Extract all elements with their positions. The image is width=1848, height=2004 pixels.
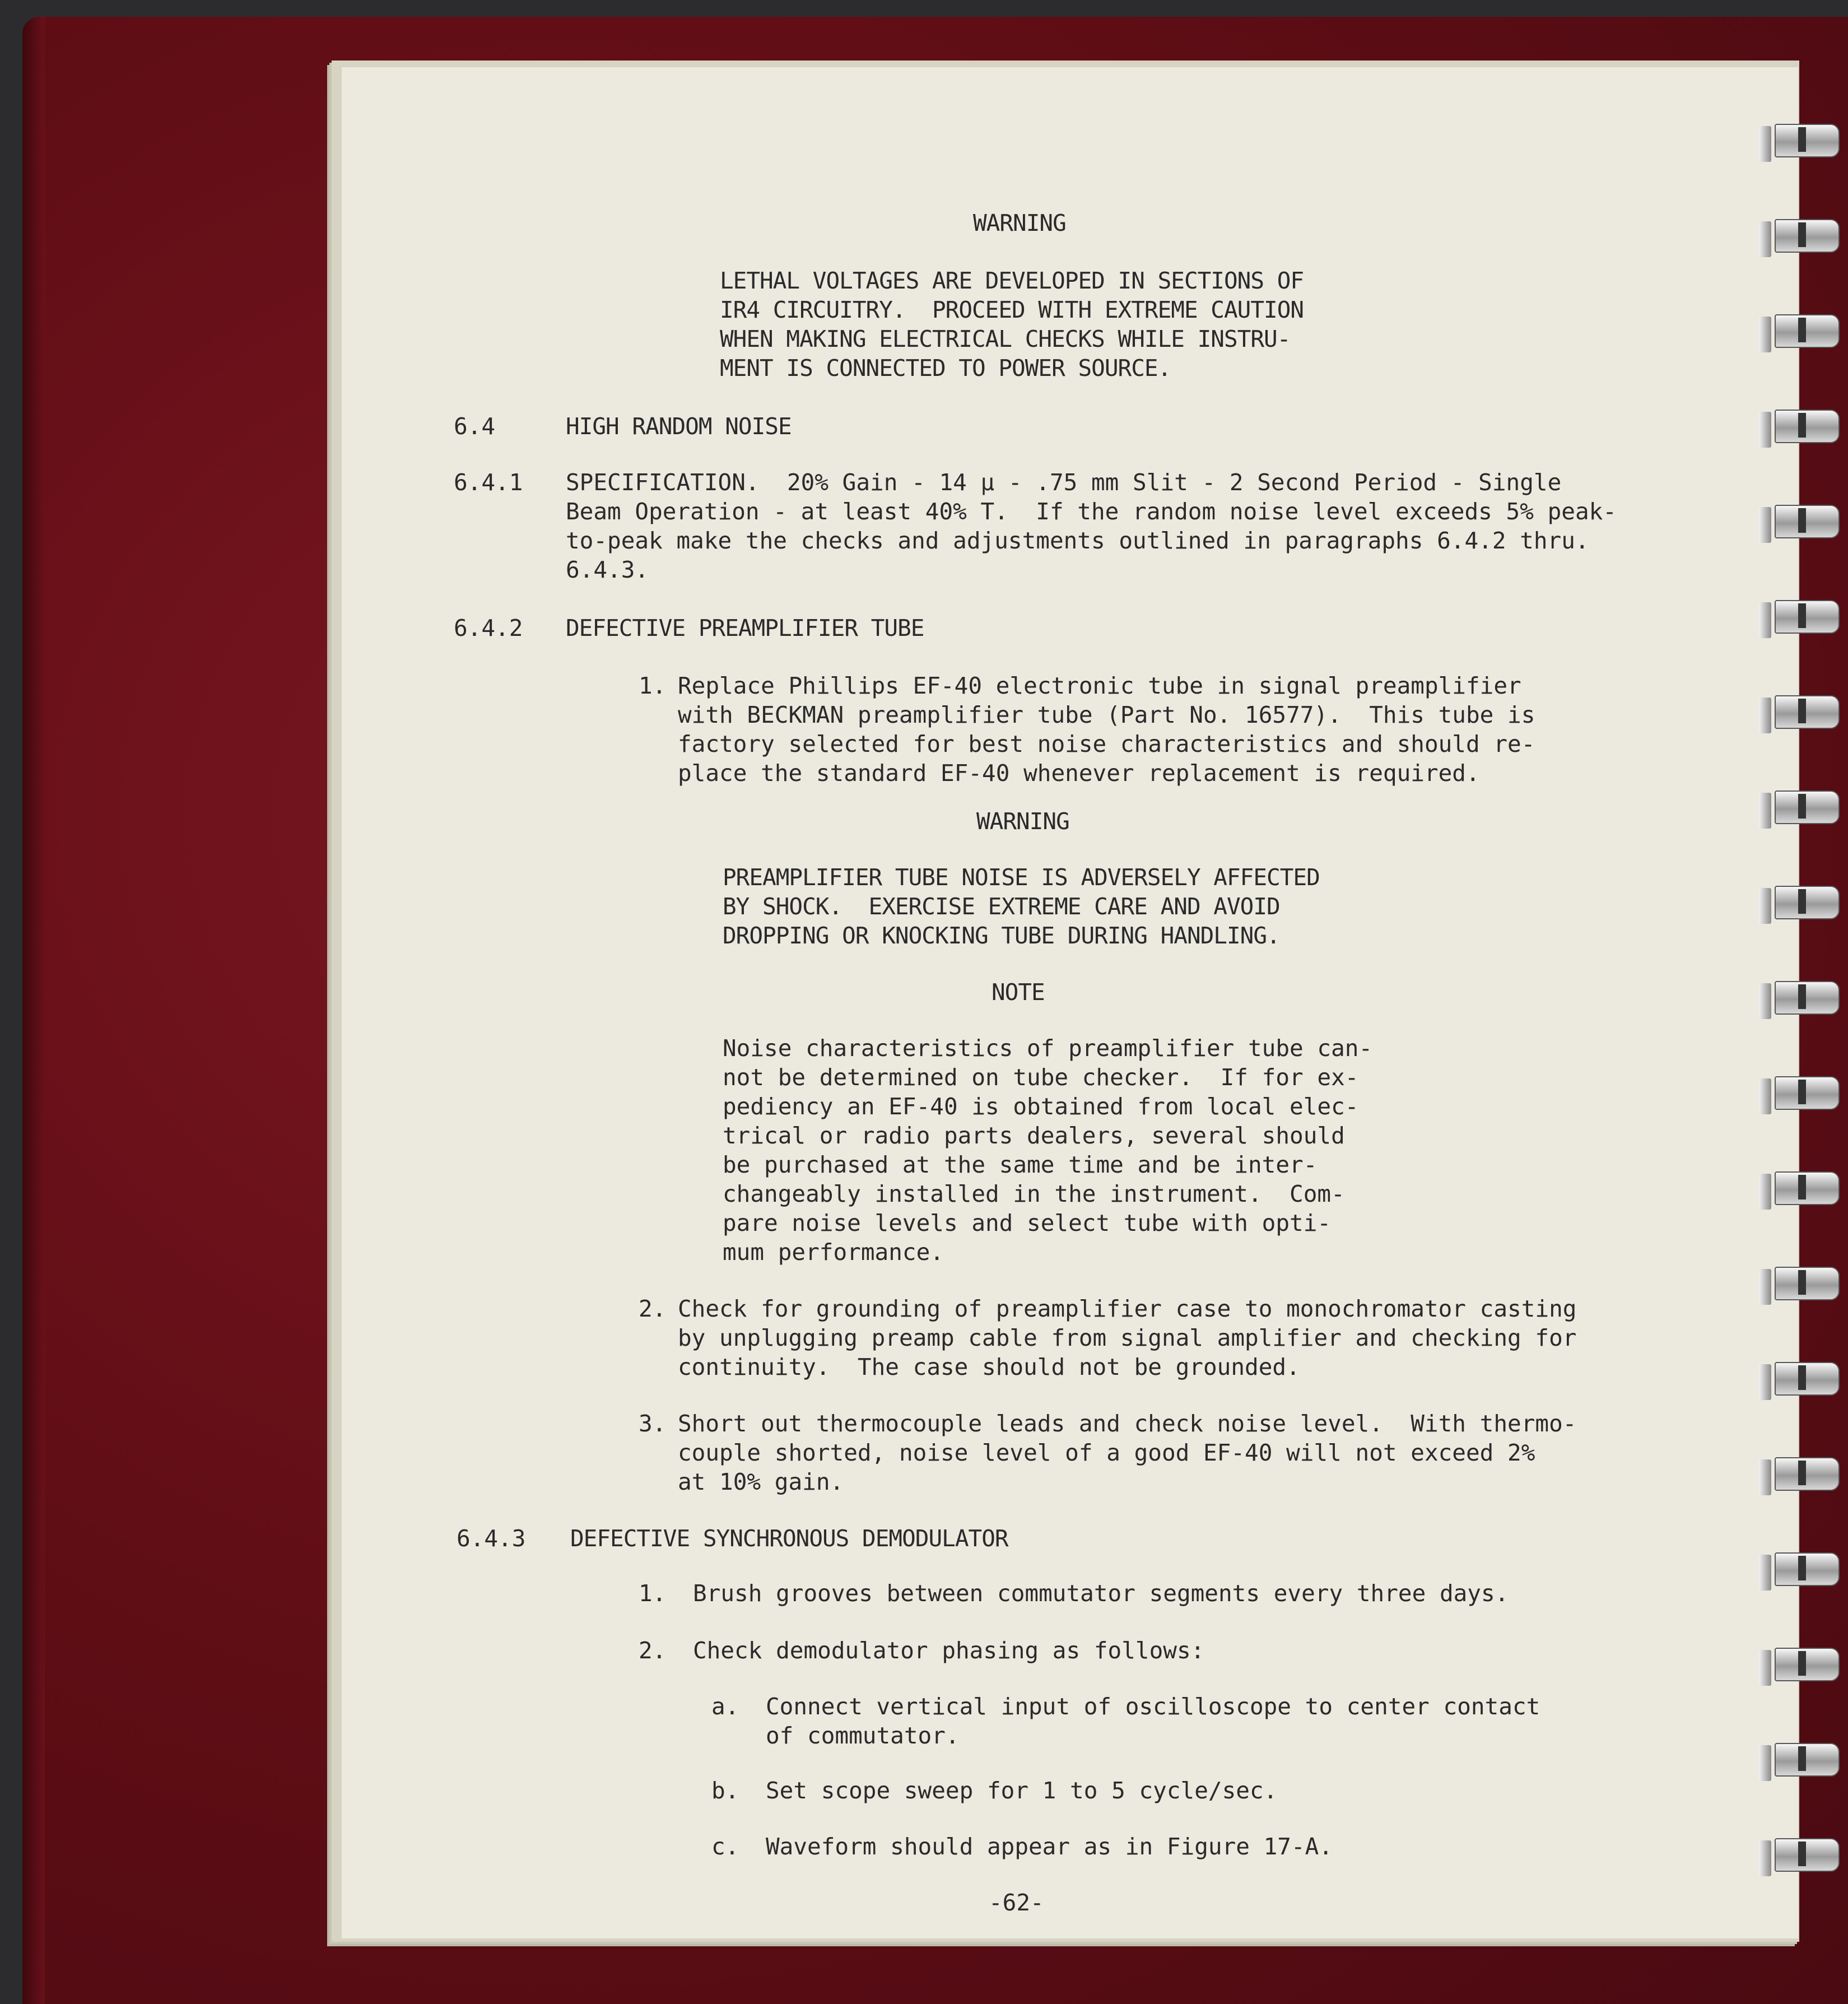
list-item-line: with BECKMAN preamplifier tube (Part No. 16577). This tube is: [678, 701, 1535, 728]
binding-ring: [1759, 597, 1843, 640]
sublist-line: Connect vertical input of oscilloscope to center contact: [766, 1693, 1540, 1720]
binding-ring: [1759, 406, 1843, 450]
warning-line: BY SHOCK. EXERCISE EXTREME CARE AND AVOID: [723, 893, 1280, 920]
section-number: 6.4: [454, 413, 496, 440]
sublist-line: Waveform should appear as in Figure 17-A.: [766, 1833, 1333, 1860]
paragraph-line: Beam Operation - at least 40% T. If the random noise level exceeds 5% peak-: [566, 498, 1617, 525]
warning-line: LETHAL VOLTAGES ARE DEVELOPED IN SECTIONS OF: [720, 267, 1304, 294]
binder-spine-edge: [22, 17, 45, 2004]
page-number: -62-: [989, 1889, 1044, 1916]
binding-ring: [1759, 882, 1843, 926]
binding-ring: [1759, 1740, 1843, 1783]
binding-ring: [1759, 120, 1843, 164]
note-line: mum performance.: [723, 1239, 944, 1266]
binding-ring: [1759, 311, 1843, 355]
paragraph-line: to-peak make the checks and adjustments outlined in paragraphs 6.4.2 thru.: [566, 527, 1589, 554]
list-number: 3.: [639, 1410, 667, 1437]
binding-ring: [1759, 692, 1843, 736]
note-title: NOTE: [992, 979, 1045, 1006]
list-item-line: place the standard EF-40 whenever replacement is required.: [678, 760, 1480, 787]
section-title: HIGH RANDOM NOISE: [566, 413, 792, 440]
warning-line: MENT IS CONNECTED TO POWER SOURCE.: [720, 355, 1171, 382]
list-item-line: by unplugging preamp cable from signal amplifier and checking for: [678, 1324, 1577, 1351]
note-line: Noise characteristics of preamplifier tube can-: [723, 1035, 1373, 1062]
sublist-letter: c.: [711, 1833, 739, 1860]
sublist-line: Set scope sweep for 1 to 5 cycle/sec.: [766, 1777, 1278, 1804]
list-item-line: at 10% gain.: [678, 1468, 844, 1495]
list-item-line: Check demodulator phasing as follows:: [693, 1637, 1205, 1664]
note-line: trical or radio parts dealers, several should: [723, 1122, 1345, 1149]
note-line: pediency an EF-40 is obtained from local elec-: [723, 1093, 1359, 1120]
paragraph-line: 6.4.3.: [566, 556, 649, 583]
list-number: 1.: [639, 672, 667, 699]
list-item-line: Check for grounding of preamplifier case to monochromator casting: [678, 1295, 1577, 1322]
warning-title: WARNING: [976, 808, 1069, 835]
sublist-letter: a.: [711, 1693, 739, 1720]
note-line: not be determined on tube checker. If for ex-: [723, 1064, 1359, 1091]
list-item-line: factory selected for best noise characteristics and should re-: [678, 731, 1535, 757]
binding-ring: [1759, 1168, 1843, 1212]
sublist-line: of commutator.: [766, 1722, 960, 1749]
note-line: pare noise levels and select tube with opti-: [723, 1210, 1332, 1236]
list-item-line: Replace Phillips EF-40 electronic tube in signal preamplifier: [678, 672, 1521, 699]
binding-ring: [1759, 978, 1843, 1021]
binding-ring: [1759, 501, 1843, 545]
binding-ring: [1759, 1073, 1843, 1117]
manual-page: [342, 67, 1798, 1938]
sublist-letter: b.: [711, 1777, 739, 1804]
section-title: DEFECTIVE PREAMPLIFIER TUBE: [566, 615, 924, 641]
paragraph-line: SPECIFICATION. 20% Gain - 14 μ - .75 mm Slit - 2 Second Period - Single: [566, 469, 1562, 496]
list-item-line: continuity. The case should not be grounded.: [678, 1354, 1300, 1380]
binding-ring: [1759, 1644, 1843, 1688]
list-item-line: Brush grooves between commutator segments every three days.: [693, 1580, 1509, 1607]
note-line: changeably installed in the instrument. Com-: [723, 1180, 1345, 1207]
binding-ring: [1759, 1835, 1843, 1879]
binding-ring: [1759, 216, 1843, 259]
note-line: be purchased at the same time and be inter-: [723, 1151, 1318, 1178]
section-title: DEFECTIVE SYNCHRONOUS DEMODULATOR: [570, 1525, 1008, 1552]
binding-ring: [1759, 1454, 1843, 1498]
warning-line: PREAMPLIFIER TUBE NOISE IS ADVERSELY AFFECTED: [723, 864, 1320, 891]
list-item-line: couple shorted, noise level of a good EF-40 will not exceed 2%: [678, 1439, 1535, 1466]
list-item-line: Short out thermocouple leads and check noise level. With thermo-: [678, 1410, 1577, 1437]
warning-title: WARNING: [973, 210, 1066, 236]
warning-line: WHEN MAKING ELECTRICAL CHECKS WHILE INSTRU-: [720, 326, 1291, 352]
section-number: 6.4.1: [454, 469, 523, 496]
binding-ring: [1759, 1263, 1843, 1307]
list-number: 2.: [639, 1637, 667, 1664]
binding-ring: [1759, 1359, 1843, 1402]
warning-line: DROPPING OR KNOCKING TUBE DURING HANDLING.: [723, 922, 1280, 949]
binding-ring: [1759, 1549, 1843, 1593]
list-number: 1.: [639, 1580, 667, 1607]
section-number: 6.4.2: [454, 615, 523, 641]
spiral-binding: [1748, 39, 1848, 1944]
binding-ring: [1759, 787, 1843, 831]
warning-line: IR4 CIRCUITRY. PROCEED WITH EXTREME CAUTION: [720, 296, 1304, 323]
list-number: 2.: [639, 1295, 667, 1322]
section-number: 6.4.3: [457, 1525, 526, 1552]
